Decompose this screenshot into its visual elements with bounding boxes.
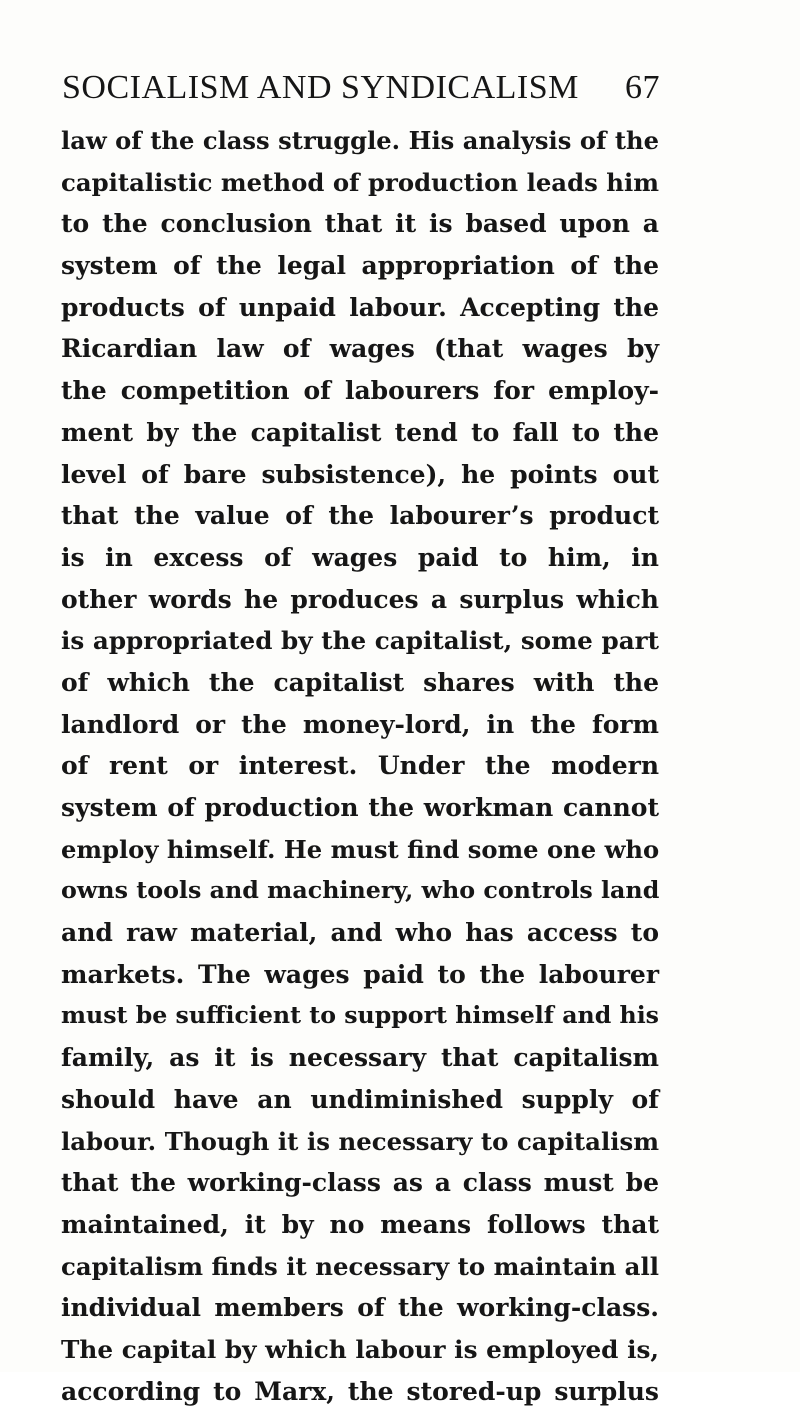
text-line: employ himself. He must find some one who — [61, 834, 660, 864]
running-head-title: SOCIALISM AND SYNDICALISM — [62, 69, 579, 106]
text-line: markets. The wages paid to the labourer — [61, 959, 659, 989]
text-line: individual members of the working-class. — [61, 1293, 659, 1323]
text-line: landlord or the money-lord, in the form — [61, 709, 659, 739]
text-line: should have an undiminished supply of — [61, 1084, 659, 1114]
text-line: owns tools and machinery, who controls land — [61, 876, 660, 905]
text-line: system of the legal appropriation of the — [61, 251, 659, 281]
body-paragraph — [61, 120, 659, 1412]
text-line: level of bare subsistence), he points out — [61, 459, 659, 489]
text-line: of rent or interest. Under the modern — [61, 751, 659, 781]
text-line: and raw material, and who has access to — [61, 918, 659, 948]
text-line: the competition of labourers for employ- — [61, 376, 659, 406]
text-line: capitalistic method of production leads him — [61, 167, 659, 197]
text-line: products of unpaid labour. Accepting the — [61, 292, 659, 322]
page-number: 67 — [625, 69, 660, 106]
text-line: that the working-class as a class must be — [61, 1168, 659, 1198]
text-line: law of the class struggle. His analysis of the — [61, 126, 659, 155]
running-head — [62, 66, 660, 110]
text-line: ment by the capitalist tend to fall to the — [61, 417, 659, 447]
text-line: labour. Though it is necessary to capitalism — [61, 1126, 659, 1156]
text-line: The capital by which labour is employed is, — [61, 1334, 659, 1364]
text-line: family, as it is necessary that capitalism — [61, 1043, 659, 1073]
text-line: capitalism finds it necessary to maintain all — [61, 1251, 659, 1281]
text-line: is in excess of wages paid to him, in — [61, 542, 659, 572]
text-line: is appropriated by the capitalist, some part — [61, 626, 659, 656]
text-line: other words he produces a surplus which — [61, 584, 659, 614]
text-line: according to Marx, the stored-up surplus — [61, 1376, 659, 1406]
text-line: maintained, it by no means follows that — [61, 1209, 659, 1239]
text-line: system of production the workman cannot — [61, 793, 659, 822]
text-line: Ricardian law of wages (that wages by — [61, 334, 659, 364]
text-line: to the conclusion that it is based upon a — [61, 209, 659, 239]
text-line: that the value of the labourer’s product — [61, 501, 659, 531]
text-line: of which the capitalist shares with the — [61, 667, 659, 697]
text-line: must be sufficient to support himself and his — [61, 1001, 660, 1030]
